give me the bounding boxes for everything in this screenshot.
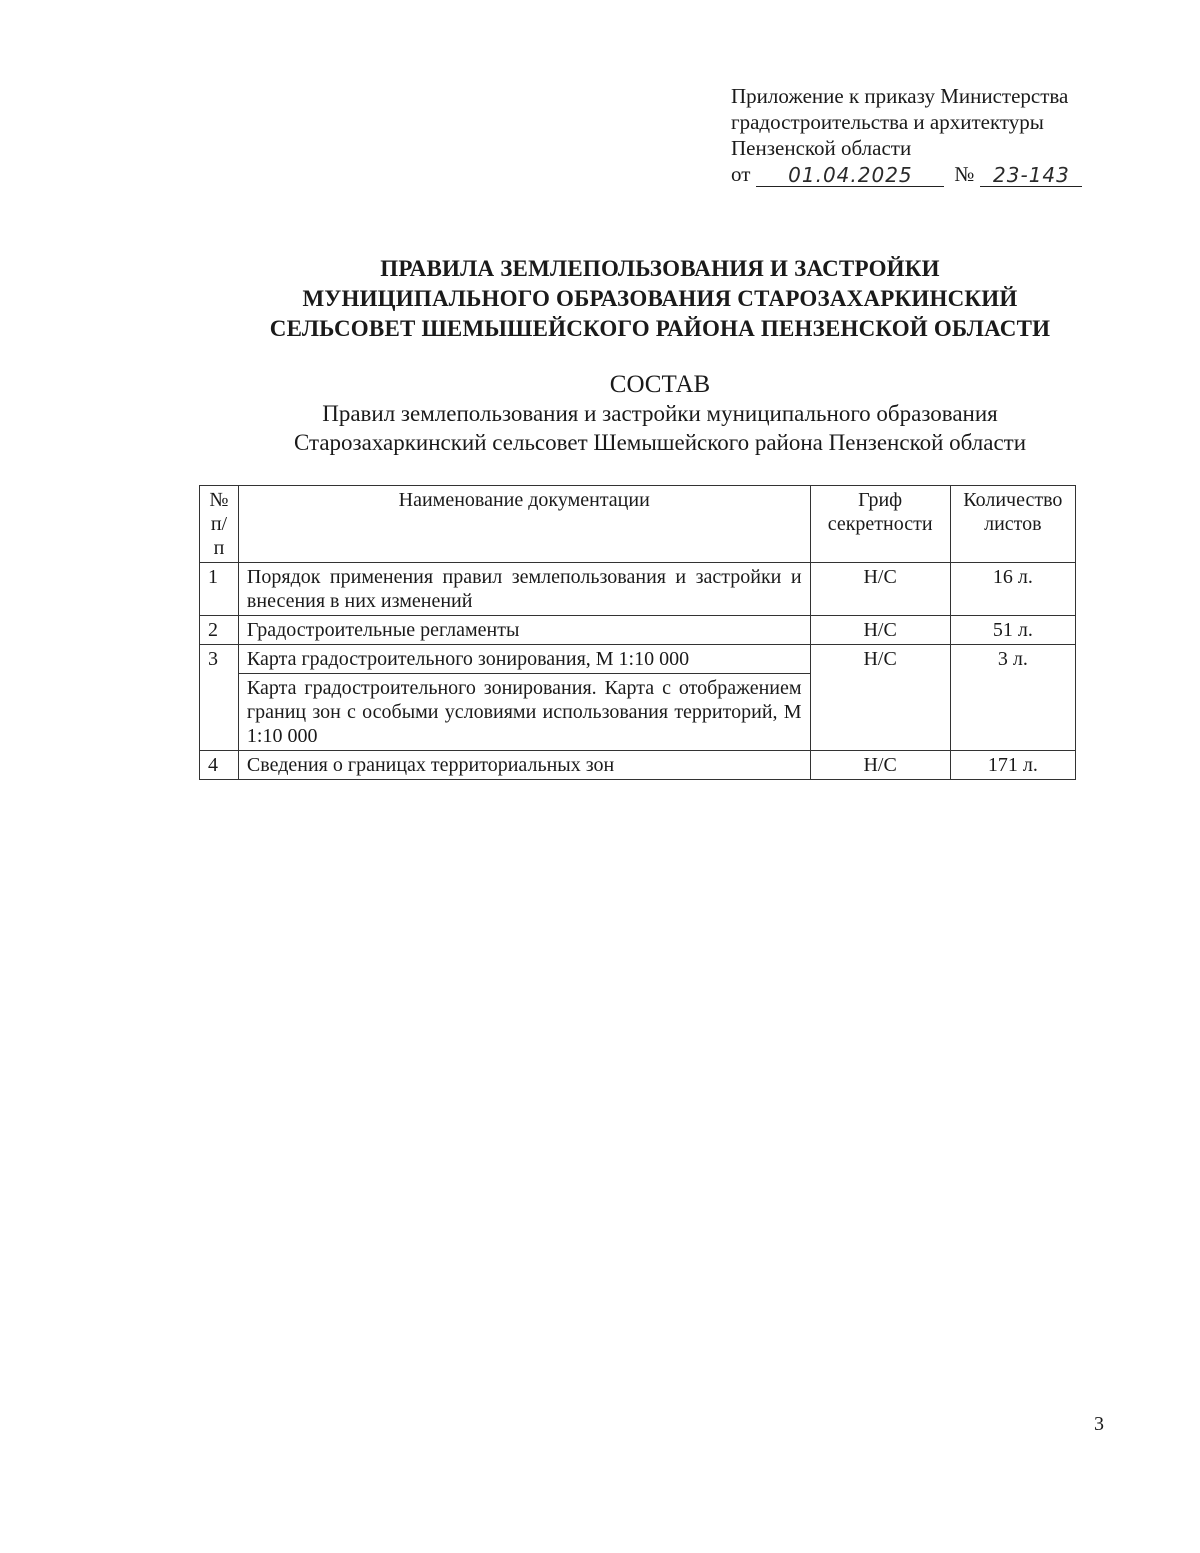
document-title (160, 254, 1160, 344)
row-name: Порядок применения правил землепользования и застройки и внесения в них изменений (238, 563, 810, 616)
row-secrecy: Н/С (810, 645, 950, 751)
row-sheet-count: 3 л. (950, 645, 1075, 751)
title-line-2: МУНИЦИПАЛЬНОГО ОБРАЗОВАНИЯ СТАРОЗАХАРКИНСКИЙ (302, 286, 1018, 311)
row-number: 4 (200, 751, 239, 780)
row-name-part-2: Карта градостроительного зонирования. Карта с отображением границ зон с особыми условиями использования территорий, М 1:10 000 (239, 673, 810, 750)
composition-heading-block (160, 370, 1160, 457)
table-row (200, 751, 1076, 780)
table-row (200, 563, 1076, 616)
table-row (200, 616, 1076, 645)
row-secrecy: Н/С (810, 563, 950, 616)
row-secrecy: Н/С (810, 616, 950, 645)
row-name-part-1: Карта градостроительного зонирования, М 1:10 000 (246, 648, 690, 670)
handwritten-date: 01.04.2025 (756, 164, 944, 187)
appendix-block (731, 83, 1151, 187)
row-number: 2 (200, 616, 239, 645)
composition-subtitle-line-2: Старозахаркинский сельсовет Шемышейского района Пензенской области (293, 430, 1027, 455)
row-name-split (238, 645, 810, 751)
appendix-line-2: градостроительства и архитектуры (731, 110, 1044, 134)
handwritten-order-number: 23-143 (980, 164, 1082, 187)
table-row (200, 645, 1076, 751)
header-number: № п/п (200, 486, 239, 563)
composition-heading: СОСТАВ (609, 371, 711, 398)
header-name: Наименование документации (238, 486, 810, 563)
row-sheet-count: 51 л. (950, 616, 1075, 645)
title-line-3: СЕЛЬСОВЕТ ШЕМЫШЕЙСКОГО РАЙОНА ПЕНЗЕНСКОЙ ОБЛАСТИ (269, 316, 1051, 341)
row-sheet-count: 171 л. (950, 751, 1075, 780)
row-name: Градостроительные регламенты (238, 616, 810, 645)
appendix-line-3: Пензенской области (731, 136, 912, 160)
composition-subtitle-line-1: Правил землепользования и застройки муниципального образования (322, 401, 998, 426)
header-sheet-count: Количество листов (950, 486, 1075, 563)
row-name: Сведения о границах территориальных зон (238, 751, 810, 780)
composition-table (199, 485, 1076, 780)
date-prefix: от (731, 162, 751, 186)
title-line-1: ПРАВИЛА ЗЕМЛЕПОЛЬЗОВАНИЯ И ЗАСТРОЙКИ (380, 256, 940, 281)
row-number: 3 (200, 645, 239, 751)
table-header-row (200, 486, 1076, 563)
page-number: 3 (1094, 1413, 1104, 1435)
appendix-date-line (731, 161, 1151, 187)
row-secrecy: Н/С (810, 751, 950, 780)
appendix-line-1: Приложение к приказу Министерства (731, 84, 1069, 108)
row-sheet-count: 16 л. (950, 563, 1075, 616)
row-number: 1 (200, 563, 239, 616)
number-prefix: № (954, 162, 975, 186)
header-secrecy: Гриф секретности (810, 486, 950, 563)
